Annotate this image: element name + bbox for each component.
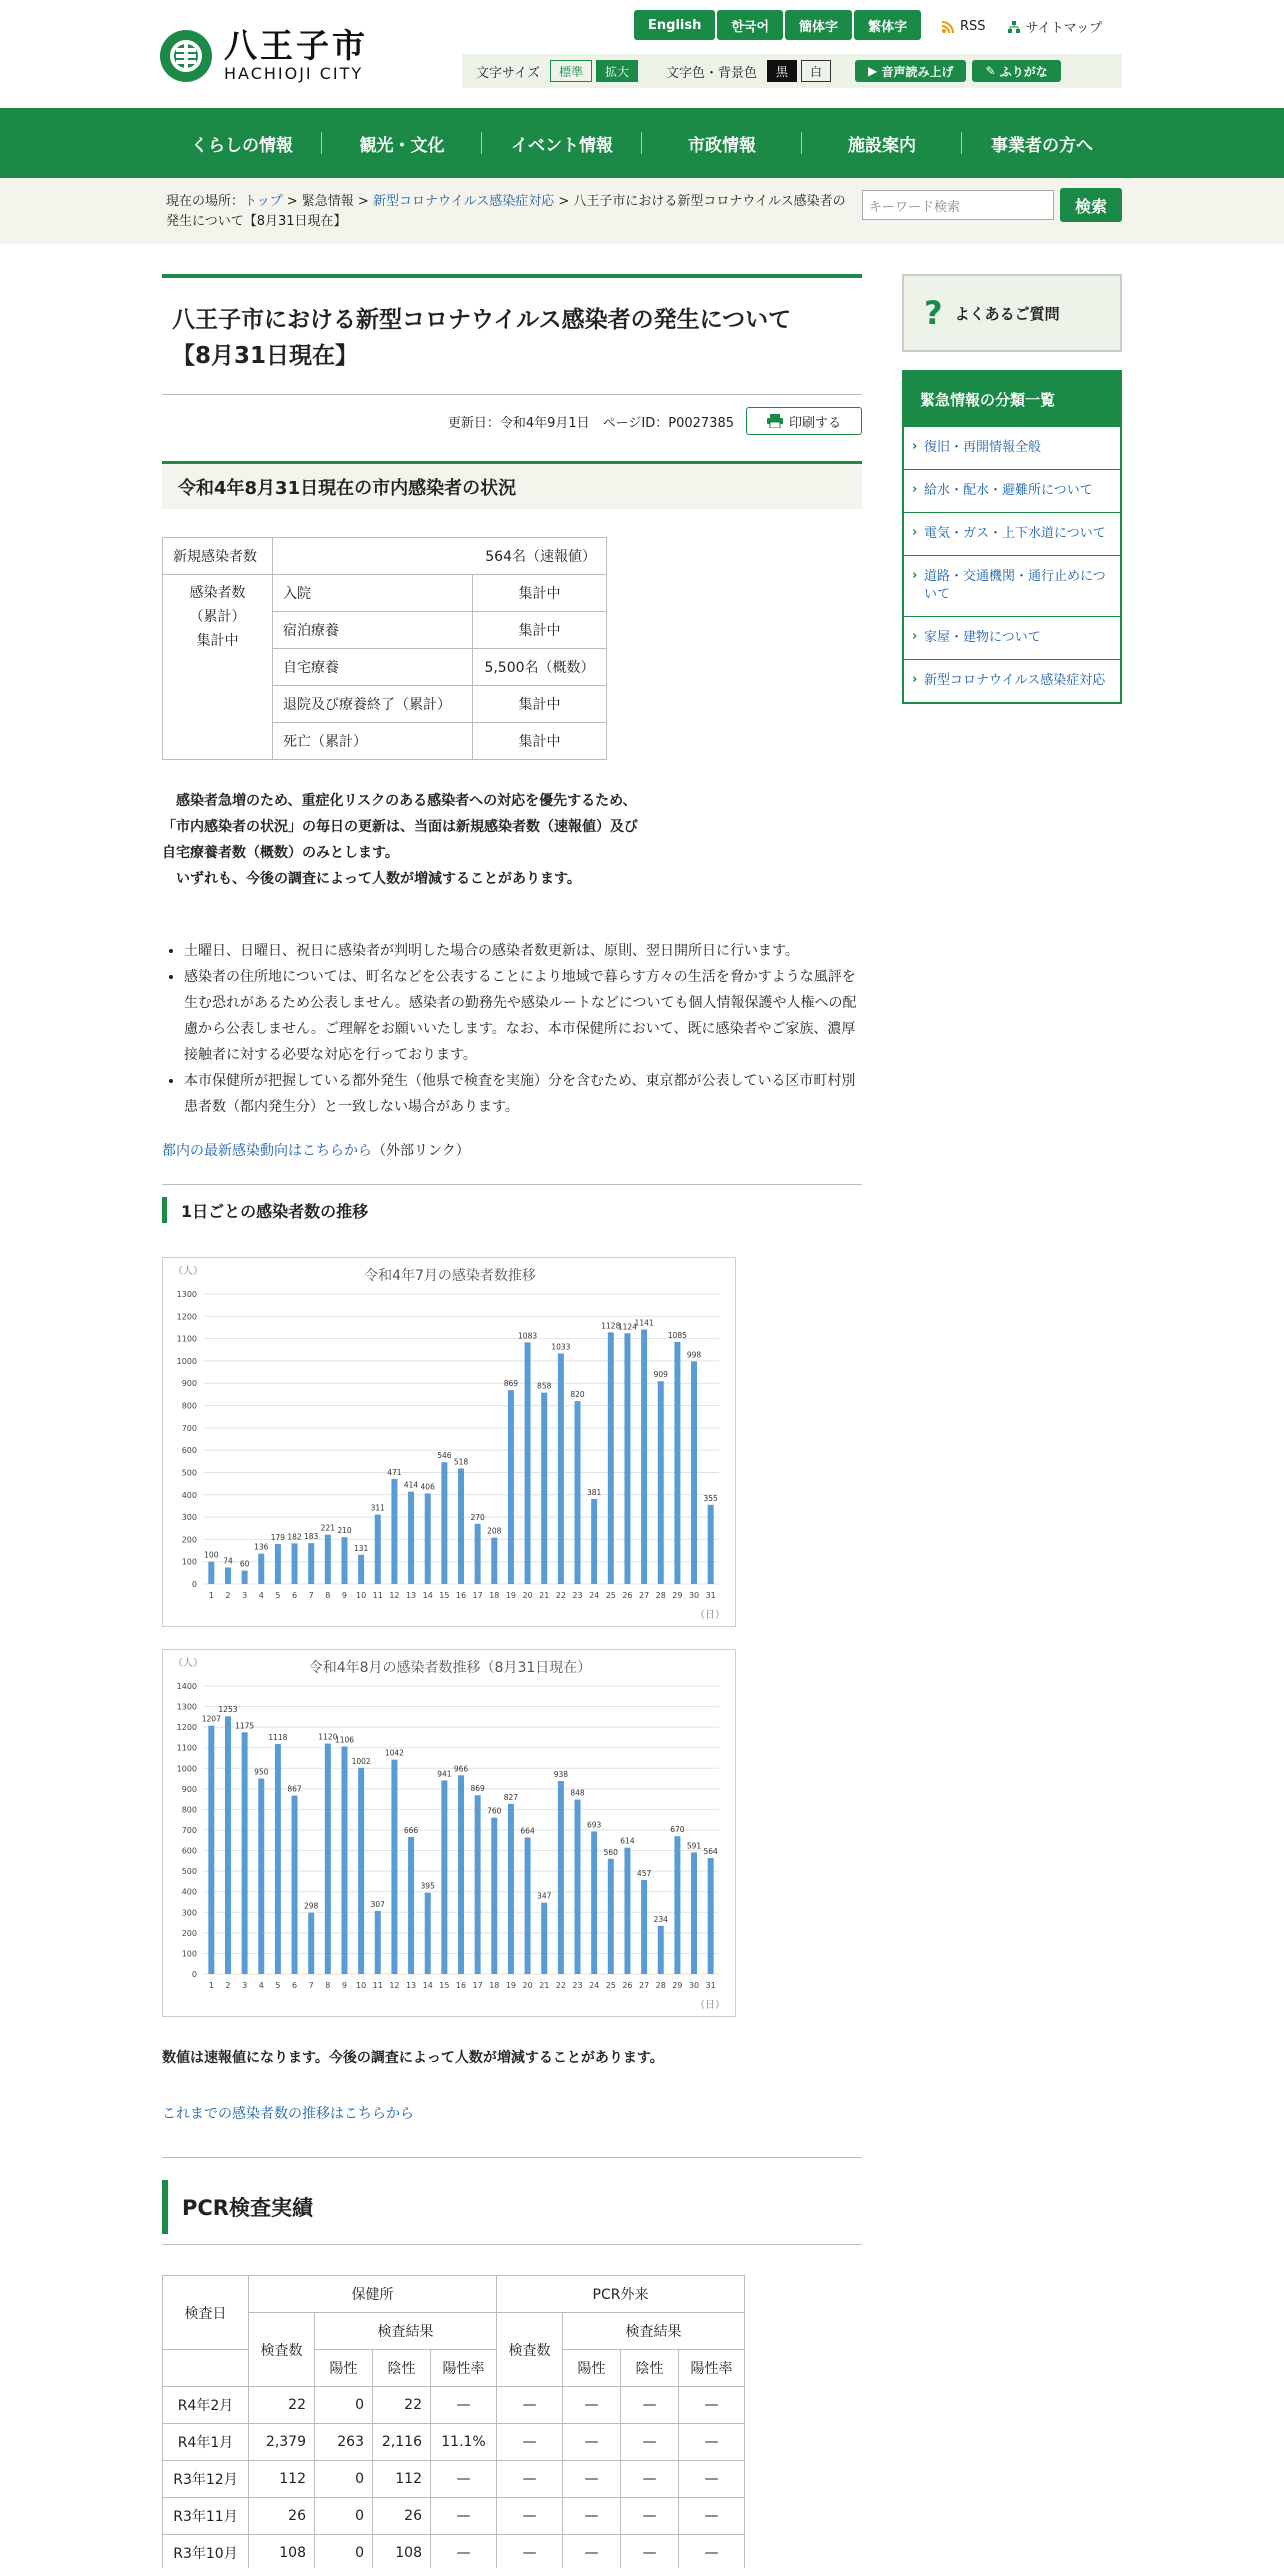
data-label: 208	[487, 1526, 502, 1536]
y-tick-label: 600	[181, 1846, 197, 1856]
breadcrumb: 現在の場所：トップ > 緊急情報 > 新型コロナウイルス感染症対応 > 八王子市における新型コロナウイルス感染者の発生について【8月31日現在】	[166, 194, 846, 229]
data-label: 693	[586, 1820, 602, 1830]
rss-icon	[942, 21, 954, 33]
chart-august	[162, 1649, 736, 2017]
bar	[575, 1401, 581, 1584]
y-tick-label: 1200	[176, 1312, 197, 1322]
y-tick-label: 300	[181, 1908, 197, 1918]
y-tick-label: 400	[181, 1490, 197, 1500]
nav-city-info[interactable]: 市政情報	[642, 108, 802, 178]
x-tick-label: 26	[622, 1981, 633, 1990]
language-menu	[634, 10, 921, 40]
data-label: 518	[453, 1457, 469, 1467]
y-tick-label: 1100	[176, 1334, 197, 1344]
x-tick-label: 29	[672, 1981, 683, 1990]
data-label: 179	[270, 1533, 286, 1543]
data-label: 941	[437, 1769, 452, 1779]
data-label: 614	[620, 1836, 635, 1846]
bar	[375, 1515, 381, 1584]
x-tick-label: 24	[589, 1981, 600, 1990]
new-cases-value: 564名（速報値）	[273, 538, 607, 575]
data-label: 136	[254, 1542, 269, 1552]
bar	[242, 1571, 248, 1584]
data-label: 60	[239, 1559, 250, 1569]
data-label: 998	[686, 1350, 702, 1360]
bar	[292, 1543, 298, 1584]
bar	[308, 1913, 314, 1974]
chart-july	[162, 1257, 736, 1627]
bar	[258, 1779, 264, 1974]
x-tick-label: 18	[489, 1981, 500, 1990]
bar	[325, 1535, 331, 1584]
data-label: 100	[204, 1550, 219, 1560]
bar	[275, 1744, 281, 1974]
data-label: 950	[254, 1767, 269, 1777]
breadcrumb-covid-link[interactable]: 新型コロナウイルス感染症対応	[372, 194, 555, 209]
bar	[691, 1852, 697, 1974]
x-tick-label: 9	[341, 1981, 348, 1990]
data-label: 311	[370, 1503, 385, 1513]
print-button[interactable]: 印刷する	[746, 407, 862, 435]
section-heading-daily: 1日ごとの感染者数の推移	[162, 1197, 862, 1223]
data-label: 867	[287, 1784, 302, 1794]
y-tick-label: 700	[181, 1423, 197, 1433]
section-heading-pcr: PCR検査実績	[162, 2180, 862, 2234]
data-label: 966	[453, 1764, 469, 1774]
bar	[441, 1462, 447, 1584]
x-tick-label: 2	[225, 1981, 231, 1990]
x-tick-label: 27	[639, 1981, 650, 1990]
y-tick-label: 800	[181, 1805, 197, 1815]
data-label: 182	[287, 1532, 302, 1542]
y-tick-label: 1400	[176, 1682, 197, 1691]
bar	[208, 1562, 214, 1584]
x-tick-label: 5	[275, 1981, 281, 1990]
x-tick-label: 8	[325, 1591, 331, 1600]
data-label: 1085	[667, 1330, 687, 1340]
bar	[441, 1780, 447, 1974]
x-tick-label: 3	[242, 1591, 248, 1600]
data-label: 1083	[518, 1331, 538, 1341]
data-label: 221	[320, 1523, 336, 1533]
bar	[225, 1567, 231, 1584]
nav-business[interactable]: 事業者の方へ	[991, 135, 1093, 156]
y-tick-label: 100	[181, 1557, 197, 1567]
x-tick-label: 4	[258, 1591, 264, 1600]
x-tick-label: 16	[455, 1591, 467, 1600]
data-label: 1175	[235, 1721, 255, 1731]
color-black-button[interactable]: 黒	[767, 60, 797, 82]
x-tick-label: 14	[422, 1591, 433, 1600]
y-tick-label: 400	[181, 1887, 197, 1897]
table-row: R3年10月 108 0 108 — — — — —	[163, 2535, 745, 2568]
bar	[641, 1329, 647, 1584]
x-tick-label: 27	[639, 1591, 650, 1600]
category-covid[interactable]: › 新型コロナウイルス感染症対応	[904, 659, 1120, 702]
y-tick-label: 900	[181, 1784, 197, 1794]
lang-english[interactable]: English	[634, 10, 715, 40]
data-label: 406	[420, 1482, 435, 1492]
x-tick-label: 6	[292, 1591, 298, 1600]
nav-events[interactable]: イベント情報	[482, 108, 642, 178]
data-label: 1106	[334, 1735, 355, 1745]
y-tick-label: 900	[181, 1379, 197, 1389]
data-label: 471	[387, 1467, 402, 1477]
city-emblem-icon	[160, 30, 212, 82]
x-tick-label: 30	[688, 1591, 700, 1600]
data-label: 1207	[201, 1714, 221, 1724]
bar	[541, 1393, 547, 1584]
data-label: 234	[653, 1914, 668, 1924]
bar	[624, 1333, 630, 1584]
x-tick-label: 24	[589, 1591, 600, 1600]
bar	[608, 1859, 614, 1974]
sitemap-link[interactable]: サイトマップ	[1008, 17, 1103, 36]
lang-korean[interactable]: 한국어	[717, 10, 783, 40]
x-tick-label: 1	[208, 1981, 214, 1990]
data-label: 1141	[634, 1318, 654, 1328]
section-heading-status: 令和4年8月31日現在の市内感染者の状況	[162, 461, 862, 509]
bar	[275, 1544, 281, 1584]
main-content: 八王子市における新型コロナウイルス感染者の発生について 【8月31日現在】 更新日：令和4年9月1日 ページID：P0027385 印刷する 令和4年8月31日現在の市内感染者の状況 新規感染者数 564名（速報値） 感染者数 （累計） 集計中 入院 集計中 宿泊療養 集計中 自宅療養 5,500名（概数） 退院及び療養終了（累計） 集計中 死亡（累計） 集計中 感染者急増のため、重症化リスクのある感染者への対応を優先するため、 「市内感染者の状況」の毎日の更新は、当面は新規感染者数（速報値）及び 自宅療養者数（概数）のみとします。 いずれも、今後の調査によって人数が増減することがあります。 • 土曜日、日曜日、祝日に感染者が判明した場合の感染者数更新は、原則、翌日開所日に行います。 • 感染者の住所地については、町名などを公表することにより地域で暮らす方々の生活を脅かすような風評を生む恐れがあるため公表しません。感染者の勤務先や感染ルートなどについても個人情報保護や人権への配慮から公表しません。ご理解をお願いいたします。なお、本市保健所において、既に感染者やご家族、濃厚接触者に対する必要な対応を行っております。 • 本市保健所が把握している都外発生（他県で検査を実施）分を含むため、東京都が公表している区市町村別患者数（都内発生分）と一致しない場合があります。 都内の最新感染動向はこちらから（外部リンク） 1日ごとの感染者数の推移 令和4年7月の感染者数推移 （人） （日） 0 100 200 300 400 500 600 700 800 900 1000 1100 1200 1300 100 1 74 2 60 3 136 4 179 5 182 6 183 7 221 8 210 9 131 10 311 11 471 12 414 13 406 14 546 15 518 16 270 17 208 18 869 19 1083 20 858 21 1033 22 820 23 381 24 1128 25 1124 26 1141 27 909 28 1085 29 998 30 355 31 令和4年8月の感染者数推移（8月31日現在） （人） （日） 0 100 200 300 400 500 600 700 800 900 1000 1100 1200 1300 1400 1207 1 1253 2 1175 3 950 4 1118 5 867 6 298 7 1120 8 1106 9 1002 10 307 11 1042 12 666 13 395 14 941 15 966 16 869 17 760 18 827 19 664 20 347 21 938 22 848 23 693 24 560 25 614 26 457 27 234 28 670 29 591 30 564 31 数値は速報値になります。今後の調査によって人数が増減することがあります。 これまでの感染者数の推移はこちらから PCR検査実績 検査日 保健所 PCR外来 検査数 検査結果 検査数 検査結果 陽性 陰性 陽性率 陽性 陰性 陽性率 R4年2月 22 0 22 — — — — — R4年1月 2,379 263 2,116 11.1% — — — — R3年12月 112 0 112 — — — — — R3年11月 26 0 26 — — — — — R3年10月 108 0 108 — — — — —	[162, 274, 862, 2568]
data-label: 869	[503, 1379, 519, 1389]
bar	[258, 1554, 264, 1584]
bar	[708, 1858, 714, 1974]
sidebar	[902, 274, 1122, 704]
site-header	[0, 0, 1284, 108]
updated-info: 更新日：令和4年9月1日 ページID：P0027385	[447, 415, 734, 431]
search-button[interactable]: 検索	[1060, 188, 1122, 222]
table-row: R3年12月 112 0 112 — — — — —	[163, 2461, 745, 2498]
data-label: 1253	[218, 1705, 238, 1715]
x-tick-label: 21	[539, 1591, 550, 1600]
list-item: • 土曜日、日曜日、祝日に感染者が判明した場合の感染者数更新は、原則、翌日開所日に行います。	[184, 938, 862, 964]
x-tick-label: 31	[705, 1591, 716, 1600]
data-label: 457	[636, 1868, 652, 1878]
bar	[358, 1555, 364, 1584]
x-tick-label: 28	[655, 1981, 666, 1990]
bar	[458, 1775, 464, 1974]
data-label: 298	[304, 1901, 319, 1911]
x-tick-label: 12	[389, 1591, 400, 1600]
table-row: R4年2月 22 0 22 — — — — —	[163, 2387, 745, 2424]
data-label: 1033	[551, 1342, 571, 1352]
data-label: 1002	[351, 1756, 371, 1766]
y-tick-label: 1000	[176, 1356, 197, 1366]
table-row: R4年1月 2,379 263 2,116 11.1% — — — —	[163, 2424, 745, 2461]
data-label: 564	[703, 1846, 718, 1856]
x-tick-label: 16	[455, 1981, 467, 1990]
x-tick-label: 9	[341, 1591, 348, 1600]
x-tick-label: 12	[389, 1981, 400, 1990]
x-tick-label: 15	[439, 1981, 450, 1990]
lang-simplified-chinese[interactable]: 簡体字	[785, 10, 852, 40]
y-tick-label: 1200	[176, 1723, 197, 1733]
data-label: 560	[603, 1847, 618, 1857]
page-title: 八王子市における新型コロナウイルス感染者の発生について 【8月31日現在】	[162, 274, 862, 395]
data-label: 183	[304, 1532, 319, 1542]
data-label: 74	[223, 1556, 233, 1566]
fontsize-standard-button[interactable]: 標準	[550, 60, 592, 82]
data-label: 858	[537, 1381, 552, 1391]
x-tick-label: 28	[655, 1591, 666, 1600]
data-label: 1118	[268, 1733, 288, 1743]
nav-tourism[interactable]: 観光・文化	[322, 108, 482, 178]
x-tick-label: 23	[572, 1591, 583, 1600]
nav-living[interactable]: くらしの情報	[162, 108, 322, 178]
x-tick-label: 8	[325, 1981, 331, 1990]
x-tick-label: 6	[292, 1981, 298, 1990]
data-label: 270	[470, 1512, 485, 1522]
data-label: 307	[370, 1899, 385, 1909]
bar	[408, 1492, 414, 1584]
rss-link[interactable]: RSS	[942, 17, 986, 36]
y-tick-label: 300	[181, 1513, 197, 1523]
x-tick-label: 29	[672, 1591, 683, 1600]
color-white-button[interactable]: 白	[801, 60, 831, 82]
global-nav	[0, 108, 1284, 178]
bar	[508, 1804, 514, 1974]
bar	[591, 1831, 597, 1974]
fontsize-label: 文字サイズ	[476, 65, 540, 81]
bar	[558, 1354, 564, 1584]
data-label: 1042	[384, 1748, 404, 1758]
bar	[674, 1836, 680, 1974]
y-tick-label: 600	[181, 1446, 197, 1456]
x-tick-label: 13	[405, 1591, 417, 1600]
x-tick-label: 31	[705, 1981, 716, 1990]
x-tick-label: 17	[472, 1981, 483, 1990]
x-tick-label: 22	[555, 1591, 566, 1600]
printer-icon	[767, 414, 783, 428]
color-label: 文字色・背景色	[666, 65, 758, 81]
data-label: 1120	[318, 1732, 338, 1742]
furigana-button[interactable]: ✎ ふりがな	[972, 60, 1060, 82]
x-tick-label: 19	[505, 1981, 517, 1990]
bar	[242, 1732, 248, 1974]
y-tick-label: 200	[181, 1535, 197, 1545]
logo-english: HACHIOJI CITY	[224, 64, 364, 83]
x-axis-unit: （日）	[695, 2000, 725, 2011]
bar	[292, 1796, 298, 1974]
x-tick-label: 18	[489, 1591, 500, 1600]
x-tick-label: 15	[439, 1591, 450, 1600]
y-tick-label: 0	[191, 1970, 197, 1979]
bar	[575, 1800, 581, 1974]
y-tick-label: 500	[181, 1867, 197, 1877]
x-tick-label: 7	[308, 1981, 314, 1990]
bar	[691, 1361, 697, 1584]
x-tick-label: 19	[505, 1591, 517, 1600]
x-tick-label: 10	[356, 1981, 367, 1990]
logo-japanese: 八王子市	[224, 26, 368, 65]
x-tick-label: 5	[275, 1591, 281, 1600]
data-label: 938	[553, 1770, 569, 1780]
x-tick-label: 20	[522, 1591, 533, 1600]
x-tick-label: 26	[622, 1591, 633, 1600]
data-label: 355	[703, 1493, 718, 1503]
data-label: 381	[586, 1488, 602, 1498]
sitemap-icon	[1008, 21, 1020, 33]
bar	[591, 1499, 597, 1584]
y-tick-label: 1300	[176, 1702, 197, 1712]
x-tick-label: 4	[258, 1981, 264, 1990]
table-row: R3年11月 26 0 26 — — — — —	[163, 2498, 745, 2535]
x-tick-label: 23	[572, 1981, 583, 1990]
bar	[391, 1760, 397, 1974]
x-tick-label: 22	[555, 1981, 566, 1990]
bar	[408, 1837, 414, 1974]
data-label: 395	[420, 1881, 435, 1891]
data-label: 666	[403, 1825, 419, 1835]
y-tick-label: 800	[181, 1401, 197, 1411]
y-tick-label: 100	[181, 1949, 197, 1959]
bar	[475, 1795, 481, 1974]
bar	[525, 1837, 531, 1974]
bar	[525, 1342, 531, 1584]
y-tick-label: 1300	[176, 1290, 197, 1299]
x-tick-label: 25	[605, 1981, 616, 1990]
data-label: 347	[537, 1891, 552, 1901]
fontsize-large-button[interactable]: 拡大	[596, 60, 638, 82]
category-roads[interactable]: › 道路・交通機関・通行止めについて	[904, 555, 1120, 616]
x-tick-label: 21	[539, 1981, 550, 1990]
bar	[475, 1524, 481, 1584]
bar	[375, 1911, 381, 1974]
bar	[208, 1726, 214, 1974]
faq-link[interactable]: ? よくあるご質問	[902, 274, 1122, 352]
tokyo-trends-link[interactable]: 都内の最新感染動向はこちらから	[162, 1143, 372, 1159]
x-tick-label: 1	[208, 1591, 214, 1600]
data-label: 760	[487, 1806, 502, 1816]
data-label: 591	[686, 1841, 702, 1851]
notes-list	[162, 938, 862, 1120]
data-label: 869	[470, 1784, 485, 1794]
chart-title: 令和4年8月の感染者数推移（8月31日現在）	[308, 1660, 592, 1676]
bar	[641, 1880, 647, 1974]
update-notice: 感染者急増のため、重症化リスクのある感染者への対応を優先するため、 「市内感染者の状況」の毎日の更新は、当面は新規感染者数（速報値）及び 自宅療養者数（概数）のみとします。 いずれも、今後の調査によって人数が増減することがあります。	[162, 793, 638, 887]
bar	[491, 1538, 497, 1584]
bar	[674, 1342, 680, 1584]
category-list: 緊急情報の分類一覧 › 復旧・再開情報全般 › 給水・配水・避難所について › 電気・ガス・上下水道について › 道路・交通機関・通行止めについて › 家屋・建物について › 新型コロナウイルス感染症対応	[902, 370, 1122, 704]
voice-read-button[interactable]: ▶ 音声読み上げ	[855, 60, 966, 82]
bar	[325, 1744, 331, 1974]
x-tick-label: 2	[225, 1591, 231, 1600]
data-label: 1124	[617, 1322, 637, 1332]
bar	[391, 1479, 397, 1584]
list-item: • 本市保健所が把握している都外発生（他県で検査を実施）分を含むため、東京都が公表している区市町村別患者数（都内発生分）と一致しない場合があります。	[184, 1068, 862, 1120]
y-tick-label: 0	[191, 1580, 197, 1589]
y-tick-label: 1000	[176, 1764, 197, 1774]
y-tick-label: 1100	[176, 1743, 197, 1753]
x-tick-label: 7	[308, 1591, 314, 1600]
site-logo[interactable]	[160, 28, 368, 83]
bar	[341, 1746, 347, 1974]
x-tick-label: 17	[472, 1591, 483, 1600]
data-label: 827	[503, 1792, 519, 1802]
data-label: 1128	[601, 1321, 621, 1331]
x-tick-label: 20	[522, 1981, 533, 1990]
bar	[558, 1781, 564, 1974]
data-label: 670	[670, 1825, 685, 1835]
bar	[541, 1903, 547, 1974]
data-label: 848	[570, 1788, 585, 1798]
category-buildings[interactable]: › 家屋・建物について	[904, 616, 1120, 659]
y-tick-label: 700	[181, 1826, 197, 1835]
bar	[308, 1543, 314, 1584]
question-icon: ?	[924, 294, 943, 332]
y-tick-label: 200	[181, 1928, 197, 1938]
bar	[624, 1848, 630, 1974]
nav-facilities[interactable]: 施設案内	[802, 108, 962, 178]
data-label: 664	[520, 1826, 535, 1836]
bar	[708, 1505, 714, 1584]
lang-traditional-chinese[interactable]: 繁体字	[854, 10, 921, 40]
x-tick-label: 14	[422, 1981, 433, 1990]
bar	[658, 1381, 664, 1584]
history-link[interactable]: これまでの感染者数の推移はこちらから	[162, 2106, 414, 2122]
data-label: 414	[403, 1480, 419, 1490]
x-tick-label: 25	[605, 1591, 616, 1600]
x-tick-label: 11	[372, 1591, 383, 1600]
x-axis-unit: （日）	[695, 1610, 725, 1621]
x-tick-label: 13	[405, 1981, 417, 1990]
category-utilities[interactable]: › 電気・ガス・上下水道について	[904, 512, 1120, 555]
provisional-note: 数値は速報値になります。今後の調査によって人数が増減することがあります。	[162, 2050, 664, 2066]
data-label: 546	[437, 1451, 452, 1461]
bar	[225, 1716, 231, 1974]
breadcrumb-top-link[interactable]: トップ	[244, 194, 283, 209]
category-water[interactable]: › 給水・配水・避難所について	[904, 469, 1120, 512]
pcr-table: 検査日 保健所 PCR外来 検査数 検査結果 検査数 検査結果 陽性 陰性 陽性率 陽性 陰性 陽性率 R4年2月 22 0 22 — — — — — R4年1月 2,379 263 2,116 11.1% — — — — R3年12月 112 0 112 — — — — — R3年11月 26 0 26 — — — — — R3年10月 108 0 108 — — — — —	[162, 2275, 745, 2568]
data-label: 820	[570, 1390, 585, 1400]
list-item: • 感染者の住所地については、町名などを公表することにより地域で暮らす方々の生活を脅かすような風評を生む恐れがあるため公表しません。感染者の勤務先や感染ルートなどについても個人情報保護や人権への配慮から公表しません。ご理解をお願いいたします。なお、本市保健所において、既に感染者やご家族、濃厚接触者に対する必要な対応を行っております。	[184, 964, 862, 1068]
bar	[658, 1926, 664, 1974]
search-input[interactable]: キーワード検索	[862, 190, 1054, 220]
bar	[358, 1768, 364, 1974]
bar	[608, 1332, 614, 1584]
x-tick-label: 11	[372, 1981, 383, 1990]
category-recovery[interactable]: › 復旧・再開情報全般	[904, 426, 1120, 469]
accessibility-toolbar	[462, 54, 1122, 88]
bar	[425, 1493, 431, 1584]
data-label: 909	[653, 1370, 668, 1380]
bar	[508, 1390, 514, 1584]
data-label: 131	[353, 1543, 369, 1553]
bar	[491, 1818, 497, 1974]
bar	[458, 1468, 464, 1584]
bar	[341, 1537, 347, 1584]
y-axis-unit: （人）	[173, 1658, 203, 1669]
x-tick-label: 30	[688, 1981, 700, 1990]
cases-table: 新規感染者数 564名（速報値） 感染者数 （累計） 集計中 入院 集計中 宿泊療養 集計中 自宅療養 5,500名（概数） 退院及び療養終了（累計） 集計中 死亡（累計） 集計中	[162, 537, 607, 760]
data-label: 210	[337, 1526, 352, 1536]
x-tick-label: 10	[356, 1591, 367, 1600]
x-tick-label: 3	[242, 1981, 248, 1990]
y-tick-label: 500	[181, 1468, 197, 1478]
bar	[425, 1893, 431, 1974]
chart-title: 令和4年7月の感染者数推移	[364, 1268, 536, 1284]
y-axis-unit: （人）	[173, 1266, 203, 1277]
